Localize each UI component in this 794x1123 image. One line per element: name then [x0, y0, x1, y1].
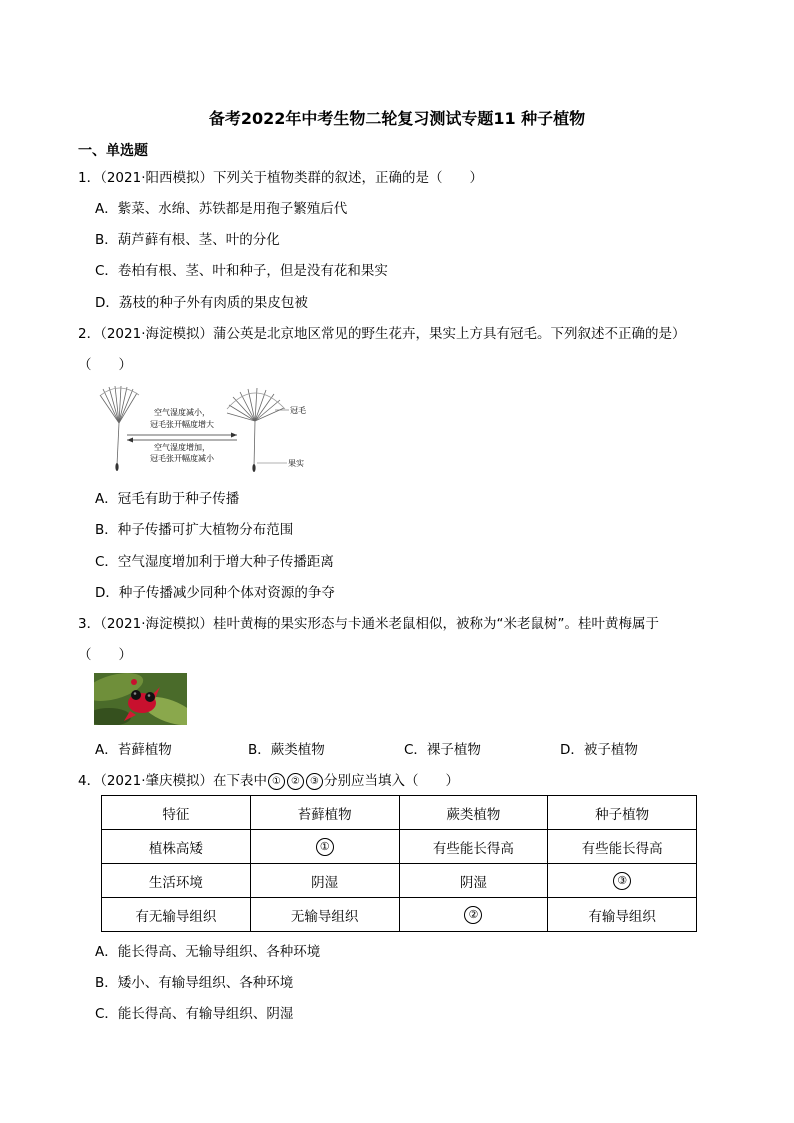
- table-cell: 植株高矮: [102, 830, 251, 864]
- mark-1: ①: [268, 773, 285, 790]
- table-cell: [250, 830, 399, 864]
- table-header-cell: 苔藓植物: [250, 796, 399, 830]
- question-3-option-c: C．裸子植物: [404, 742, 481, 758]
- mark-3: ③: [306, 773, 323, 790]
- question-1-option-c: C．卷柏有根、茎、叶和种子，但是没有花和果实: [95, 263, 388, 279]
- question-3-stem: 3．（2021·海淀模拟）桂叶黄梅的果实形态与卡通米老鼠相似，被称为“米老鼠树”。桂叶黄梅属于: [78, 616, 659, 632]
- question-1-option-d: D．荔枝的种子外有肉质的果皮包被: [95, 295, 308, 311]
- figure-label-pappus: 冠毛: [290, 406, 306, 415]
- table-cell: 无输导组织: [250, 898, 399, 932]
- question-4-stem: [78, 769, 459, 790]
- figure-text-top-1: 空气湿度减小，: [154, 408, 210, 417]
- question-4-option-c: C．能长得高、有输导组织、阴湿: [95, 1006, 294, 1022]
- table-header-cell: 种子植物: [548, 796, 697, 830]
- question-3-option-a: A．苔藓植物: [95, 742, 172, 758]
- question-4-stem-prefix: 4．（2021·肇庆模拟）在下表中: [78, 773, 267, 789]
- question-1-option-b: B．葫芦藓有根、茎、叶的分化: [95, 232, 280, 248]
- table-header-cell: 特征: [102, 796, 251, 830]
- figure-text-bottom-2: 冠毛张开幅度减小: [150, 454, 214, 463]
- table-cell: 生活环境: [102, 864, 251, 898]
- dandelion-closed-icon: [100, 386, 139, 465]
- dandelion-diagram: [97, 383, 319, 475]
- question-1-stem: 1．（2021·阳西模拟）下列关于植物类群的叙述，正确的是（ ）: [78, 170, 483, 186]
- table-row: [102, 898, 697, 932]
- table-row: [102, 830, 697, 864]
- question-2-option-c: C．空气湿度增加利于增大种子传播距离: [95, 554, 334, 570]
- figure-label-fruit: 果实: [288, 459, 304, 468]
- question-2-option-b: B．种子传播可扩大植物分布范围: [95, 522, 294, 538]
- figure-text-top-2: 冠毛张开幅度增大: [150, 420, 214, 429]
- question-2-option-d: D．种子传播减少同种个体对资源的争夺: [95, 585, 335, 601]
- table-cell: 有些能长得高: [399, 830, 548, 864]
- table-row: [102, 864, 697, 898]
- dandelion-open-icon: [227, 388, 285, 467]
- question-3-option-b: B．蕨类植物: [248, 742, 325, 758]
- section-heading: 一、单选题: [78, 143, 148, 159]
- question-2-stem: 2．（2021·海淀模拟）蒲公英是北京地区常见的野生花卉，果实上方具有冠毛。下列叙述不正确的是）: [78, 326, 686, 342]
- question-3-option-d: D．被子植物: [560, 742, 638, 758]
- table-cell: 有些能长得高: [548, 830, 697, 864]
- comparison-table: [101, 795, 697, 932]
- question-2-stem-paren: （ ）: [78, 357, 132, 373]
- mickey-mouse-plant-photo: [94, 673, 187, 725]
- question-1-option-a: A．紫菜、水绵、苏铁都是用孢子繁殖后代: [95, 201, 348, 217]
- figure-text-bottom-1: 空气湿度增加，: [154, 443, 210, 452]
- table-cell: [399, 898, 548, 932]
- table-cell: 阴湿: [399, 864, 548, 898]
- table-cell: 阴湿: [250, 864, 399, 898]
- question-4-option-b: B．矮小、有输导组织、各种环境: [95, 975, 294, 991]
- page-title: 备考2022年中考生物二轮复习测试专题11 种子植物: [208, 109, 586, 128]
- blank-mark-2: ②: [464, 906, 482, 924]
- table-header-cell: 蕨类植物: [399, 796, 548, 830]
- table-header-row: [102, 796, 697, 830]
- question-4-option-a: A．能长得高、无输导组织、各种环境: [95, 944, 321, 960]
- dandelion-figure: [97, 383, 319, 475]
- blank-mark-3: ③: [613, 872, 631, 890]
- table-cell: 有无输导组织: [102, 898, 251, 932]
- mark-2: ②: [287, 773, 304, 790]
- question-2-option-a: A．冠毛有助于种子传播: [95, 491, 240, 507]
- table-cell: 有输导组织: [548, 898, 697, 932]
- question-3-stem-paren: （ ）: [78, 647, 132, 663]
- question-4-stem-suffix: 分别应当填入（ ）: [324, 773, 459, 789]
- blank-mark-1: ①: [316, 838, 334, 856]
- table-cell: [548, 864, 697, 898]
